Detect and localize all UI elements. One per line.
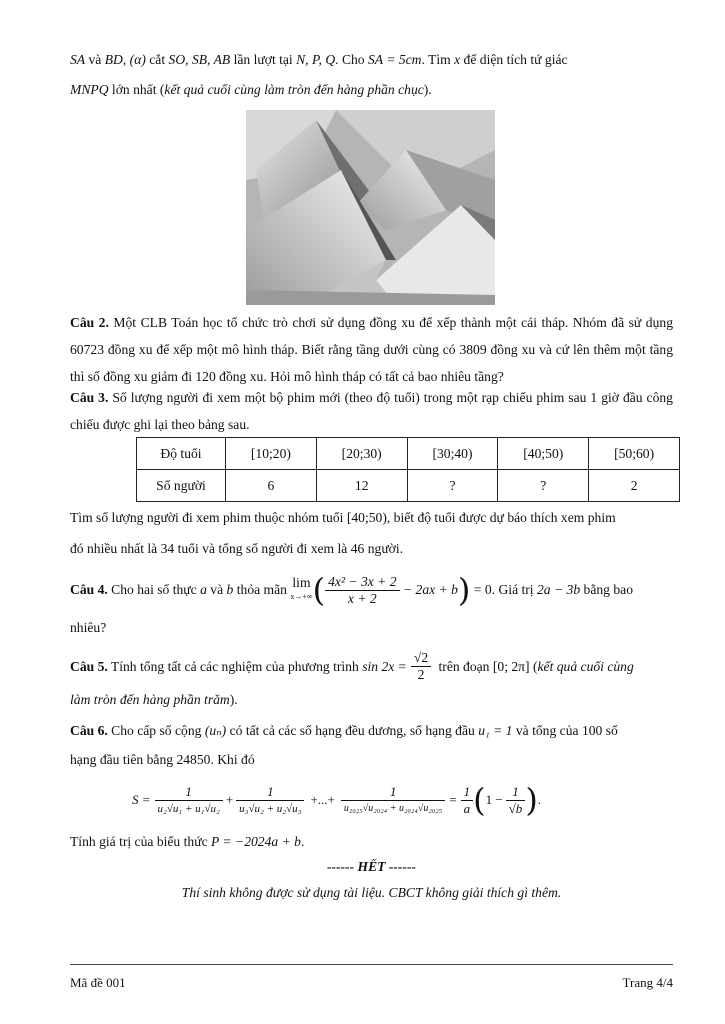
page-number: Trang 4/4	[622, 975, 673, 990]
sum-term-1: $\frac{1}{\text{u₂√u₁ + u₁√u₂}}$	[155, 784, 223, 817]
question-6-ask: Tính giá trị của biểu thức P = −2024a + b.	[70, 834, 305, 849]
table-cell: 12	[316, 470, 407, 502]
question-5-label: Câu 5.	[70, 658, 108, 674]
question-4-end: nhiêu?	[70, 620, 107, 635]
question-6: Câu 6. Cho cấp số cộng (uₙ) có tất cả các số hạng đều dương, số hạng đầu u₁ = 1 và tổng của 100 số	[70, 723, 618, 738]
table-header-age: Độ tuổi	[137, 438, 226, 470]
question-3-after: Tìm số lượng người đi xem phim thuộc nhóm tuổi [40;50), biết độ tuổi được dự báo thích xem phim	[70, 510, 616, 525]
table-row-ages	[137, 438, 680, 470]
question-3-label: Câu 3.	[70, 390, 109, 405]
table-row-counts	[137, 470, 680, 502]
table-cell: 6	[226, 470, 317, 502]
pyramid-photo	[246, 110, 495, 305]
intro-line-1: SA và BD, (α) cắt SO, SB, AB lần lượt tại N, P, Q. Cho SA = 5cm. Tìm x để diện tích tứ giác	[70, 52, 568, 67]
sum-term-last: $\frac{1}{\text{u₂₀₂₅√u₂₀₂₄ + u₂₀₂₄√u₂₀₂₅}}$	[341, 784, 445, 817]
sum-formula: S = $\frac{1}{\text{u₂√u₁ + u₁√u₂}}$ + $\frac{1}{\text{u₃√u₂ + u₂√u₃}}$ +...+ $\frac{1}{\text{u₂₀₂₅√u₂₀₂₄ + u₂₀₂₄√u₂₀₂₅}}$ = $\frac{1}{a}$ ( 1 − $\frac{1}{√b}$ ) .	[132, 781, 542, 819]
table-header-count: Số người	[137, 470, 226, 502]
table-cell: ?	[498, 470, 589, 502]
table-cell: [10;20)	[226, 438, 317, 470]
intro-line-2: MNPQ lớn nhất (kết quả cuối cùng làm tròn đến hàng phần chục).	[70, 82, 432, 97]
question-2-text: Một CLB Toán học tổ chức trò chơi sử dụng đồng xu để xếp thành một cái tháp. Nhóm đã sử dụng 60723 đồng xu để xếp một mô hình tháp. Biết rằng tầng dưới cùng có 3809 đồng xu và cứ lên thêm một tầng thì số đồng xu giảm đi 120 đồng xu. Hỏi mô hình tháp có tất cả bao nhiêu tầng?	[70, 315, 673, 384]
end-note: Thí sinh không được sử dụng tài liệu. CBCT không giải thích gì thêm.	[181, 885, 562, 900]
page-footer	[70, 964, 673, 990]
limit-operator: lim x→+∞	[290, 575, 313, 601]
question-3	[70, 384, 673, 438]
sqrt2-over-2: $\frac{√2}{2}$	[411, 650, 431, 683]
question-3-text: Số lượng người đi xem một bộ phim mới (theo độ tuổi) trong một rạp chiếu phim sau 1 giờ đầu công chiếu được ghi lại theo bảng sau.	[70, 390, 673, 432]
limit-fraction: $\frac{\text{4x² − 3x + 2}}{x + 2}$	[325, 574, 399, 607]
rhs-fraction-a: $\frac{1}{a}$	[461, 784, 474, 817]
age-table	[136, 437, 680, 502]
pyramid-shapes-image	[246, 110, 495, 305]
table-cell: ?	[407, 470, 498, 502]
table-cell: [40;50)	[498, 438, 589, 470]
question-4-label: Câu 4.	[70, 582, 108, 597]
end-marker: ------ HẾT ------	[326, 859, 417, 874]
sum-term-2: $\frac{1}{\text{u₃√u₂ + u₂√u₃}}$	[236, 784, 304, 817]
question-4: Câu 4. Cho hai số thực a và b thỏa mãn lim x→+∞ ( $\frac{\text{4x² − 3x + 2}}{x + 2}$ − 2ax + b ) = 0 . Giá trị 2a − 3b bằng bao	[70, 566, 673, 614]
table-cell: [50;60)	[589, 438, 680, 470]
table-cell: [20;30)	[316, 438, 407, 470]
question-5: Câu 5. Tính tổng tất cả các nghiệm của phương trình sin 2x = $\frac{√2}{2}$ trên đoạn [0; 2π] ( kết quả cuối cùng	[70, 649, 634, 682]
question-6-line-2: hạng đầu tiên bằng 24850. Khi đó	[70, 752, 255, 767]
question-3-after-2: đó nhiều nhất là 34 tuổi và tổng số người đi xem là 46 người.	[70, 541, 404, 556]
question-2-label: Câu 2.	[70, 315, 109, 330]
question-5-end: làm tròn đến hàng phần trăm).	[70, 692, 238, 707]
exam-code: Mã đề 001	[70, 975, 126, 990]
question-2	[70, 309, 673, 390]
table-cell: [30;40)	[407, 438, 498, 470]
question-6-label: Câu 6.	[70, 723, 108, 738]
table-cell: 2	[589, 470, 680, 502]
rhs-fraction-b: $\frac{1}{√b}$	[506, 784, 526, 817]
math-sa: SA	[70, 52, 86, 67]
math-interval: [40;50)	[346, 510, 387, 525]
